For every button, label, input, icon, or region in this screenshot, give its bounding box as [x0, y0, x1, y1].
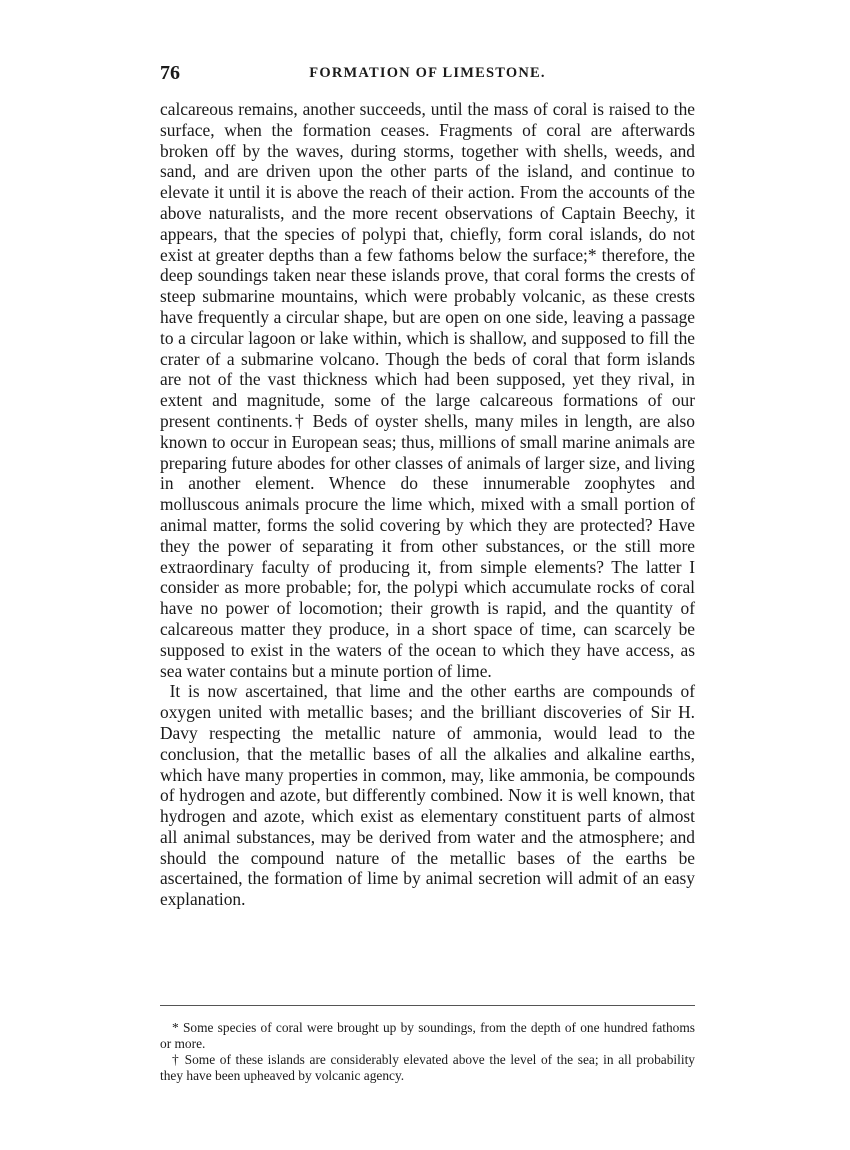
- page-number: 76: [160, 62, 180, 84]
- body-text: [160, 99, 695, 910]
- footnote: † Some of these islands are considerably elevated above the level of the sea; in all probability they have been upheaved by volcanic agency.: [160, 1052, 695, 1083]
- page-header: [160, 62, 695, 86]
- paragraph: It is now ascertained, that lime and the other earths are compounds of oxygen united with metallic bases; and the brilliant discoveries of Sir H. Davy respecting the metallic nature of ammonia, would lead to the conclusion, that the metallic bases of all the alkalies and alkaline earths, which have many properties in common, may, like ammonia, be compounds of hydrogen and azote, but differently combined. Now it is well known, that hydrogen and azote, which exist as elementary constituent parts of almost all animal substances, may be derived from water and the atmosphere; and should the compound nature of the metallic bases of the earths be ascertained, the formation of lime by animal secretion will admit of an easy explanation.: [160, 681, 695, 910]
- footnote-divider: [160, 1005, 695, 1006]
- running-title: FORMATION OF LIMESTONE.: [309, 65, 546, 81]
- paragraph: calcareous remains, another succeeds, until the mass of coral is raised to the surface, when the formation ceases. Fragments of coral are afterwards broken off by the waves, during storms, together with shells, weeds, and sand, and are driven upon the other parts of the island, and continue to elevate it until it is above the reach of their action. From the accounts of the above naturalists, and the more recent observations of Captain Beechy, it appears, that the species of polypi that, chiefly, form coral islands, do not exist at greater depths than a few fathoms below the surface;* therefore, the deep soundings taken near these islands prove, that coral forms the crests of steep submarine mountains, which were probably volcanic, as these crests have frequently a circular shape, but are open on one side, leaving a passage to a circular lagoon or lake within, which is shallow, and supposed to fill the crater of a submarine volcano. Though the beds of coral that form islands are not of the vast thickness which had been supposed, yet they rival, in extent and magnitude, some of the large calcareous formations of our present continents.† Beds of oyster shells, many miles in length, are also known to occur in European seas; thus, millions of small marine animals are preparing future abodes for other classes of animals of larger size, and living in another element. Whence do these innumerable zoophytes and molluscous animals procure the lime which, mixed with a small portion of animal matter, forms the solid covering by which they are protected? Have they the power of separating it from other substances, or the still more extraordinary faculty of producing it, from simple elements? The latter I consider as more probable; for, the polypi which accumulate rocks of coral have no power of locomotion; their growth is rapid, and the quantity of calcareous matter they produce, in a short space of time, can scarcely be supposed to exist in the waters of the ocean to which they have access, as sea water contains but a minute portion of lime.: [160, 99, 695, 681]
- footnote: * Some species of coral were brought up by soundings, from the depth of one hundred fathoms or more.: [160, 1020, 695, 1051]
- footnotes: [160, 1020, 695, 1084]
